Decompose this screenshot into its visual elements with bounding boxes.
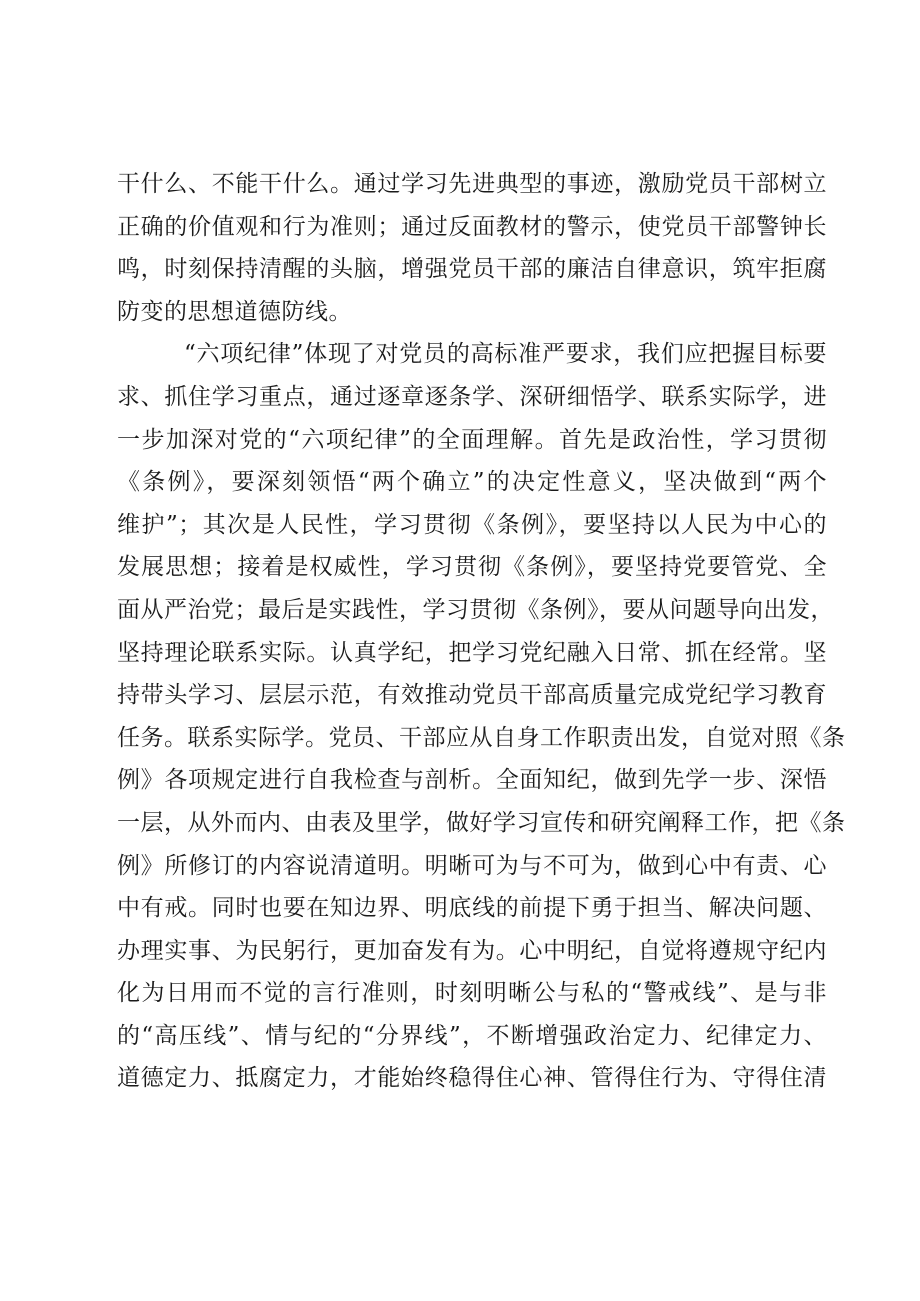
text-line: “六项纪律”体现了对党员的高标准严要求，我们应把握目标要 [184,341,827,368]
text-line: 中有戒。同时也要在知边界、明底线的前提下勇于担当、解决问题、 [117,895,827,922]
text-line: 维护”；其次是人民性，学习贯彻《条例》，要坚持以人民为中心的 [117,511,827,538]
text-line: 持带头学习、层层示范，有效推动党员干部高质量完成党纪学习教育 [117,682,827,709]
text-line: 例》所修订的内容说清道明。明晰可为与不可为，做到心中有责、心 [117,852,827,879]
text-line: 的“高压线”、情与纪的“分界线”，不断增强政治定力、纪律定力、 [117,1022,827,1049]
text-line: 办理实事、为民躬行，更加奋发有为。心中明纪，自觉将遵规守纪内 [117,937,827,964]
text-line: 任务。联系实际学。党员、干部应从自身工作职责出发，自觉对照《条 [117,724,846,751]
text-line: 干什么、不能干什么。通过学习先进典型的事迹，激励党员干部树立 [117,171,827,197]
text-line: 一层，从外而内、由表及里学，做好学习宣传和研究阐释工作，把《条 [117,809,846,836]
text-line: 一步加深对党的“六项纪律”的全面理解。首先是政治性，学习贯彻 [117,426,827,453]
text-line: 鸣，时刻保持清醒的头脑，增强党员干部的廉洁自律意识，筑牢拒腐 [117,256,827,283]
text-line: 例》各项规定进行自我检查与剖析。全面知纪，做到先学一步、深悟 [117,767,827,794]
text-line: 发展思想；接着是权威性，学习贯彻《条例》，要坚持党要管党、全 [117,554,827,581]
text-line: 《条例》，要深刻领悟“两个确立”的决定性意义，坚决做到“两个 [117,469,827,496]
text-line: 面从严治党；最后是实践性，学习贯彻《条例》，要从问题导向出发， [117,596,834,623]
body-text [117,163,846,1100]
text-line: 正确的价值观和行为准则；通过反面教材的警示，使党员干部警钟长 [117,213,827,240]
text-line: 道德定力、抵腐定力，才能始终稳得住心神、管得住行为、守得住清 [117,1065,827,1092]
text-line: 坚持理论联系实际。认真学纪，把学习党纪融入日常、抓在经常。坚 [117,639,827,666]
text-line: 化为日用而不觉的言行准则，时刻明晰公与私的“警戒线”、是与非 [117,980,827,1007]
text-line: 防变的思想道德防线。 [117,298,352,325]
text-line: 求、抓住学习重点，通过逐章逐条学、深研细悟学、联系实际学，进 [117,383,827,410]
